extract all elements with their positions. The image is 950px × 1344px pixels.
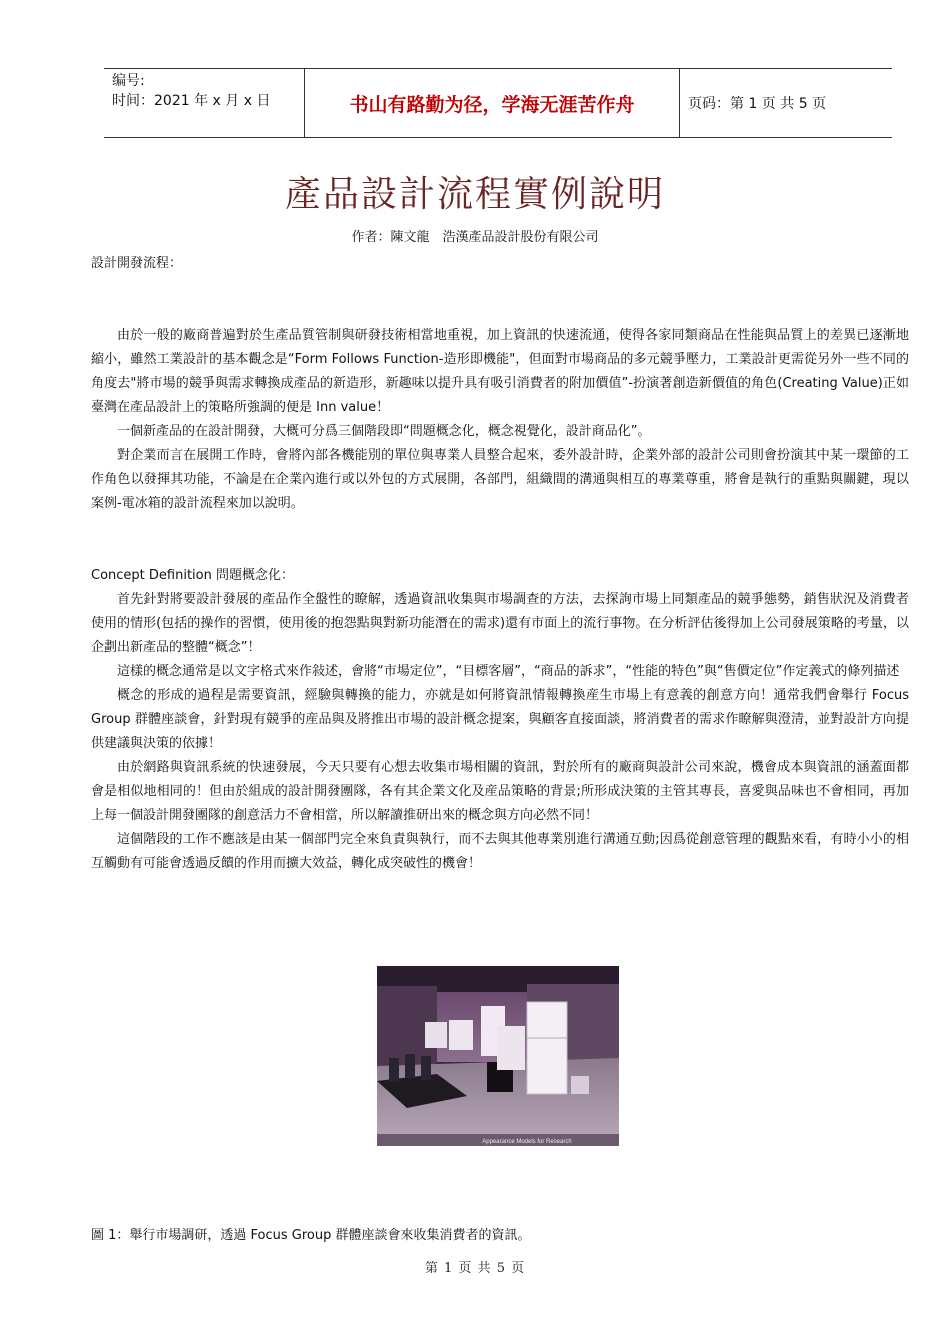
header-table xyxy=(104,68,892,138)
page-footer: 第 1 页 共 5 页 xyxy=(424,1261,526,1276)
paragraph: 這樣的概念通常是以文字格式來作敍述，會將“市場定位”，“目標客層”，“商品的訴求”，“性能的特色”與“售價定位”作定義式的條列描述 xyxy=(117,664,900,679)
document-author: 作者：陳文龍 浩漢產品設計股份有限公司 xyxy=(351,230,599,245)
paragraph: 對企業而言在展開工作時，會將內部各機能別的單位與專業人員整合起來，委外設計時，企業外部的設計公司則會扮演其中某一環節的工作角色以發揮其功能，不論是在企業內進行或以外包的方式展開，各部門，組織間的溝通與相互的專業尊重，將會是執行的重點與關鍵，現以案例-電冰箱的設計流程來加以說明。 xyxy=(91,448,909,511)
time-label: 时间：2021 年 x 月 x 日 xyxy=(112,93,271,109)
paragraph: 由於網路與資訊系統的快速發展，今天只要有心想去收集市場相關的資訊，對於所有的廠商與設計公司來說，機會成本與資訊的涵蓋面都會是相似地相同的！但由於組成的設計開發團隊，各有其企業文化及産品策略的背景;所形成決策的主管其專長，喜愛與品味也不會相同，再加上每一個設計開發團隊的創意活力不會相當，所以解讀推研出來的概念與方向必然不同！ xyxy=(91,760,909,823)
paragraph: 由於一般的廠商普遍對於生產品質管制與研發技術相當地重視，加上資訊的快速流通，使得各家同類商品在性能與品質上的差異已逐漸地縮小，雖然工業設計的基本觀念是“Form Follows Function-造形即機能"，但面對市場商品的多元競爭壓力，工業設計更需從另外一些不同的角度去"將市場的競爭與需求轉換成產品的新造形，新趣味以提升具有吸引消費者的附加價值”-扮演著創造新價值的角色(Creating Value)正如臺灣在產品設計上的策略所強調的便是 Inn value！ xyxy=(91,328,909,415)
paragraph: 概念的形成的過程是需要資訊，經驗與轉換的能力，亦就是如何將資訊情報轉換産生市場上有意義的創意方向！通常我們會舉行 Focus Group 群體座談會，針對現有競爭的産品與及將推出市場的設計概念提案，與顧客直接面談，將消費者的需求作瞭解與澄清，並對設計方向提供建議與決策的依據！ xyxy=(91,688,909,751)
photo-inner-caption: Appearance Models for Research xyxy=(482,1139,572,1145)
document-body xyxy=(91,252,909,876)
paragraph: 首先針對將要設計發展的產品作全盤性的瞭解，透過資訊收集與市場調查的方法，去探詢市場上同類產品的競爭態勢，銷售狀況及消費者使用的情形(包括的操作的習慣，使用後的抱怨點與對新功能潛在的需求)還有市面上的流行事物。在分析評估後得加上公司發展策略的考量，以企劃出新產品的整體“概念”！ xyxy=(91,592,909,655)
section-heading-concept: Concept Definition 問題概念化： xyxy=(91,568,294,583)
figure-caption: 圖 1：舉行市場調研，透過 Focus Group 群體座談會來收集消費者的資訊。 xyxy=(91,1228,531,1243)
document-title: 產品設計流程實例說明 xyxy=(284,174,665,215)
header-meta-cell xyxy=(104,69,304,137)
header-motto: 书山有路勤为径，学海无涯苦作舟 xyxy=(304,69,680,137)
header-page-label: 页码：第 1 页 共 5 页 xyxy=(688,96,827,112)
serial-label: 编号: xyxy=(112,73,145,89)
paragraph: 一個新產品的在設計開發，大概可分爲三個階段即“問題概念化，概念視覺化，設計商品化”。 xyxy=(117,424,651,439)
paragraph: 這個階段的工作不應該是由某一個部門完全來負責與執行，而不去與其他專業別進行溝通互動;因爲從創意管理的觀點來看，有時小小的相互觸動有可能會透過反饋的作用而擴大效益，轉化成突破性的機會！ xyxy=(91,832,909,871)
section-heading-process: 設計開發流程： xyxy=(91,256,183,271)
showroom-photo xyxy=(377,966,619,1146)
